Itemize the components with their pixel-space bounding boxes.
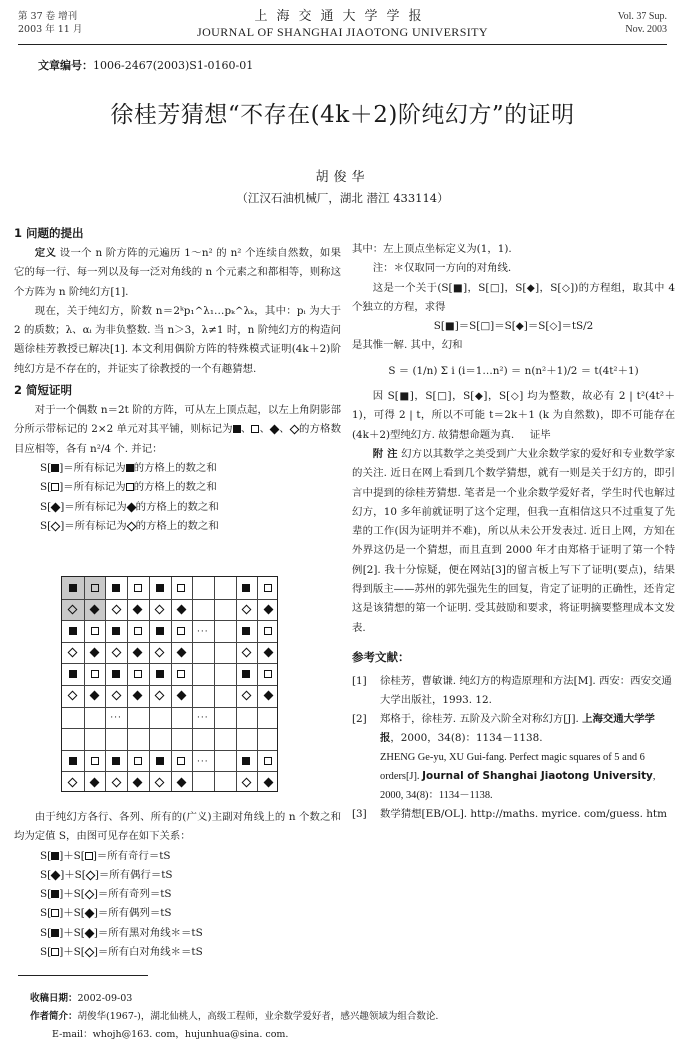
grid-cell [105,685,127,707]
filled-square-icon [242,627,250,635]
article-number-value: 1006-2467(2003)S1-0160-01 [93,59,254,72]
grid-cell [62,599,84,621]
magic-sum-equation: S ＝ (1/n) Σ i (i＝1…n²) ＝ n(n²＋1)/2 ＝ t(4t²＋1) [388,364,639,377]
filled-diamond-icon [133,691,143,701]
filled-diamond-icon [133,604,143,614]
open-square-icon [51,948,59,956]
grid-cell [84,771,106,793]
open-diamond-icon [241,648,251,658]
tiling-grid-figure [61,576,278,792]
footnote-rule [18,975,148,976]
filled-square-icon [69,757,77,765]
grid-cell [127,599,149,621]
reference-item: [1] 徐桂芳，曹敏谦. 纯幻方的构造原理和方法[M]. 西安：西安交通大学出版社，1993. 12. [352,674,672,706]
coordinate-note: 其中：左上顶点坐标定义为(1，1). [352,243,512,255]
open-square-icon [177,757,185,765]
grid-cell [84,685,106,707]
ellipsis-mark: ··· [197,713,209,724]
journal-name [0,8,685,39]
open-square-icon [91,757,99,765]
tiling-paragraph: 对于一个偶数 n＝2t 阶的方阵，可从左上顶点起，以左上角阴影部分所示带标记的 2×2 单元对其平铺，则标记为 、 、 、 的方格数目应相等，各有 n²/4 个. 并记： [14,404,341,455]
open-diamond-icon [68,648,78,658]
grid-cell [236,620,258,642]
grid-cell [171,620,193,642]
grid-cell [257,620,279,642]
grid-cell [62,750,84,772]
grid-cell [171,750,193,772]
open-square-icon [91,584,99,592]
definition-line-open-square: S[ ]＝所有标记为 的方格上的数之和 [40,481,217,494]
relation-line: S[ ]＋S[ ]＝所有偶行＝tS [40,868,173,881]
grid-cell [149,620,171,642]
grid-cell [105,642,127,664]
grid-row-line [62,728,277,729]
header-date-en: Nov. 2003 [625,24,667,35]
grid-cell [62,685,84,707]
filled-diamond-icon [90,691,100,701]
grid-cell [105,750,127,772]
grid-cell [171,599,193,621]
definition-label: 定义 [34,247,57,259]
open-square-icon [91,627,99,635]
filled-square-icon [156,670,164,678]
grid-cell [171,663,193,685]
filled-diamond-icon [176,604,186,614]
open-diamond-icon [84,948,94,958]
grid-cell [149,577,171,599]
received-date: 收稿日期：2002-09-03 [30,993,133,1004]
grid-cell [127,642,149,664]
grid-cell [257,599,279,621]
grid-cell [236,771,258,793]
grid-cell [171,771,193,793]
affiliation: （江汉石油机械厂，湖北 潜江 433114） [236,191,449,205]
intro-paragraph: 现在，关于纯幻方，阶数 n＝2ᵏp₁^λ₁…pₖ^λₖ，其中：pᵢ 为大于 2 的质数；λ、αᵢ 为非负整数. 当 n＞3，λ≠1 时，n 阶纯幻方的构造问题徐桂芳教授已解决[1]. 本文利用偶阶方阵的特殊模式证明(4k＋2)阶纯幻方是不存在的，并证实了徐教授的一个有趣猜想. [14,304,341,375]
relation-line: S[ ]＋S[ ]＝所有奇列＝tS [40,888,172,901]
journal-name-en: JOURNAL OF SHANGHAI JIAOTONG UNIVERSITY [197,25,488,39]
grid-cell [257,750,279,772]
open-diamond-icon [241,777,251,787]
ellipsis-mark: ··· [197,627,209,637]
magic-sum-intro: 是其惟一解. 其中，幻和 [352,339,463,352]
header-date: 2003 年 11 月 [18,24,83,35]
filled-diamond-icon [263,691,273,701]
grid-cell [257,577,279,599]
article-number [38,57,253,73]
open-diamond-icon [111,604,121,614]
open-square-icon [134,757,142,765]
open-square-icon [51,483,59,491]
header-volume-en: Vol. 37 Sup. [617,11,667,22]
grid-cell [257,771,279,793]
open-square-icon [177,670,185,678]
filled-diamond-icon [263,604,273,614]
filled-diamond-icon [90,648,100,658]
grid-cell [171,642,193,664]
open-square-icon [264,670,272,678]
grid-column-line [192,577,193,791]
grid-row-line [62,707,277,708]
grid-cell [84,750,106,772]
grid-cell [149,771,171,793]
filled-square-icon [242,670,250,678]
grid-cell [127,663,149,685]
relation-line: S[ ]＋S[ ]＝所有奇行＝tS [40,849,171,862]
filled-square-icon [156,627,164,635]
filled-square-icon [51,890,59,898]
author-email: E-mail：whojh@163. com，hujunhua@sina. com. [52,1029,289,1040]
grid-cell [105,620,127,642]
open-square-icon [177,627,185,635]
grid-cell [127,577,149,599]
definition-line-filled-square: S[ ]＝所有标记为 的方格上的数之和 [40,461,217,474]
grid-cell [62,663,84,685]
header-right [618,10,667,36]
filled-square-icon [112,627,120,635]
grid-cell [236,663,258,685]
filled-square-icon [126,464,134,472]
open-diamond-icon [68,777,78,787]
ellipsis-mark: ··· [197,756,209,767]
open-square-icon [264,627,272,635]
grid-cell [236,577,258,599]
relation-line: S[ ]＋S[ ]＝所有黑对角线＊＝tS [40,926,203,939]
left-column-continued [14,808,341,962]
filled-square-icon [233,425,241,433]
definition-line-filled-diamond: S[ ]＝所有标记为 的方格上的数之和 [40,500,219,513]
grid-cell [105,599,127,621]
open-diamond-icon [155,691,165,701]
filled-diamond-icon [263,648,273,658]
open-diamond-icon [155,604,165,614]
relation-line: S[ ]＋S[ ]＝所有偶列＝tS [40,907,172,920]
references-heading: 参考文献： [352,649,410,664]
grid-cell [62,642,84,664]
filled-square-icon [112,757,120,765]
filled-diamond-icon [263,777,273,787]
reference-item: [3] 数学猜想[EB/OL]. http://maths. myrice. com/guess. htm [352,807,667,820]
open-diamond-icon [85,870,95,880]
filled-square-icon [112,670,120,678]
grid-cell [62,620,84,642]
filled-square-icon [112,584,120,592]
filled-diamond-icon [176,777,186,787]
author-bio: 作者简介：胡俊华(1967-)，湖北仙桃人，高级工程师，业余数学爱好者，感兴趣领域为组合数论. [30,1011,439,1022]
grid-cell [257,642,279,664]
appendix-paragraph: 附 注 幻方以其数学之美受到广大业余数学家的爱好和专业数学家的关注. 近日在网上看到几个数学猜想，就有一则是关于幻方的，即引言中提到的徐桂芳猜想. 笔者是一个业余数学爱好者，学生时代也解过幻方，10 多年前就证明了这个定理，但我一直相信这只不过重复了先辈的工作(因为证明并不难)，所以从未公开发表过. 近日上网，方知在外界这仍是一个猜想，而且直到 2000 年才由郑格于证明了第一个特例[2]. 我十分惊疑，便在网站[3]的留言板上写下了证明(要点)，结果得到版主——苏州的郭先强先生的回复，肯定了证明的正确性，还肯定这是该猜想的第一个证明. 受其鼓励和要求，将证明摘要整理成本文发表. [352,447,675,634]
open-square-icon [91,670,99,678]
open-square-icon [264,584,272,592]
open-square-icon [251,425,259,433]
grid-cell [127,620,149,642]
grid-cell [127,750,149,772]
filled-diamond-icon [270,425,280,435]
grid-cell [257,685,279,707]
filled-diamond-icon [133,777,143,787]
filled-diamond-icon [90,777,100,787]
grid-cell [105,577,127,599]
ellipsis-mark: ··· [110,713,122,724]
grid-cell [105,663,127,685]
open-square-icon [126,483,134,491]
filled-square-icon [51,852,59,860]
filled-square-icon [51,464,59,472]
footnote [30,990,670,1044]
relations-intro: 由于纯幻方各行、各列、所有的(广义)主副对角线上的 n 个数之和均为定值 S，由图可见存在如下关系： [14,811,341,843]
filled-diamond-icon [133,648,143,658]
filled-square-icon [242,584,250,592]
filled-diamond-icon [84,909,94,919]
grid-cell [84,599,106,621]
reference-item: [2] 郑格于，徐桂芳. 五阶及六阶全对称幻方[J]. 上海交通大学学报，2000，34(8)：1134－1138. ZHENG Ge-yu, XU Gui-fang. Perfect magic squares of 5 and 6 orders[J]. Journal of Shanghai Jiaotong University, 2000, 34(8)：1134－1138. [352,712,656,801]
filled-square-icon [156,757,164,765]
equation-solution: S[■]＝S[□]＝S[◆]＝S[◇]＝tS/2 [433,320,594,333]
open-diamond-icon [68,604,78,614]
grid-cell [236,642,258,664]
open-diamond-icon [289,425,299,435]
grid-cell [236,750,258,772]
diagonal-note: 注：＊仅取同一方向的对角线. [372,262,512,275]
filled-square-icon [69,627,77,635]
definition-text: 设一个 n 阶方阵的元遍历 1～n² 的 n² 个连续自然数，如果它的每一行、每一列以及每一泛对角线的 n 个元素之和都相等，则称这个方阵为 n 阶纯幻方[1]. [14,247,341,298]
author-name: 胡俊华 [315,170,370,185]
section-heading-1: 1 问题的提出 [14,226,84,240]
grid-cell [105,771,127,793]
open-square-icon [134,584,142,592]
equation-system-paragraph: 这是一个关于(S[■]，S[□]，S[◆]，S[◇])的方程组，取其中 4 个独立的方程，求得 [352,281,675,313]
section-heading-2: 2 简短证明 [14,383,73,398]
grid-cell [127,685,149,707]
open-square-icon [177,584,185,592]
header-rule [18,44,667,45]
open-diamond-icon [126,521,136,531]
paper-title: 徐桂芳猜想“不存在(4k＋2)阶纯幻方”的证明 [110,102,575,128]
grid-cell [62,771,84,793]
grid-cell [84,620,106,642]
open-diamond-icon [111,648,121,658]
grid-cell [171,577,193,599]
filled-square-icon [156,584,164,592]
grid-cell [149,750,171,772]
qed-mark: 证毕 [529,428,551,441]
open-square-icon [134,670,142,678]
grid-cell [84,663,106,685]
filled-square-icon [69,584,77,592]
grid-cell [62,577,84,599]
open-diamond-icon [241,691,251,701]
open-diamond-icon [241,604,251,614]
right-column [352,240,675,824]
appendix-label: 附 注 [372,447,398,460]
grid-cell [84,577,106,599]
open-diamond-icon [155,777,165,787]
definition-paragraph [14,244,341,302]
filled-diamond-icon [90,604,100,614]
filled-square-icon [69,670,77,678]
grid-cell [149,663,171,685]
grid-cell [127,771,149,793]
conclusion-paragraph: 因 S[■]，S[□]，S[◆]，S[◇] 均为整数，故必有 2 | t²(4t²＋1)，可得 2 | t，所以不可能 t＝2k＋1 (k 为自然数)，即不可能存在(4k＋2)型纯幻方. 故猜想命题为真. 证毕 [352,390,675,441]
grid-column-line [214,577,215,791]
grid-cell [149,642,171,664]
grid-cell [257,663,279,685]
tiling-text: 对于一个偶数 n＝2t 阶的方阵，可从左上顶点起，以左上角阴影部分所示带标记的 2×2 单元对其平铺，则标记为 [14,404,341,436]
header-volume: 第 37 卷 增刊 [18,11,78,22]
grid-cell [149,685,171,707]
article-number-label: 文章编号： [38,59,93,72]
references-list [352,672,675,824]
filled-diamond-icon [176,648,186,658]
tiling-text-tail: 的方格数目应相等，各有 n²/4 个. 并记： [14,423,341,455]
open-square-icon [51,909,59,917]
filled-diamond-icon [51,870,61,880]
filled-diamond-icon [84,928,94,938]
open-square-icon [264,757,272,765]
filled-diamond-icon [176,691,186,701]
journal-name-cn: 上海交通大学学报 [254,9,431,24]
open-square-icon [85,852,93,860]
left-column [14,222,341,536]
filled-square-icon [51,929,59,937]
filled-diamond-icon [126,502,136,512]
definition-line-open-diamond: S[ ]＝所有标记为 的方格上的数之和 [40,519,219,532]
grid-cell [149,599,171,621]
open-diamond-icon [155,648,165,658]
open-diamond-icon [111,777,121,787]
grid-cell [171,685,193,707]
grid-cell [236,599,258,621]
filled-square-icon [242,757,250,765]
open-diamond-icon [84,890,94,900]
open-diamond-icon [111,691,121,701]
grid-cell [84,642,106,664]
open-diamond-icon [68,691,78,701]
relation-line: S[ ]＋S[ ]＝所有白对角线＊＝tS [40,946,203,959]
open-square-icon [134,627,142,635]
grid-cell [236,685,258,707]
